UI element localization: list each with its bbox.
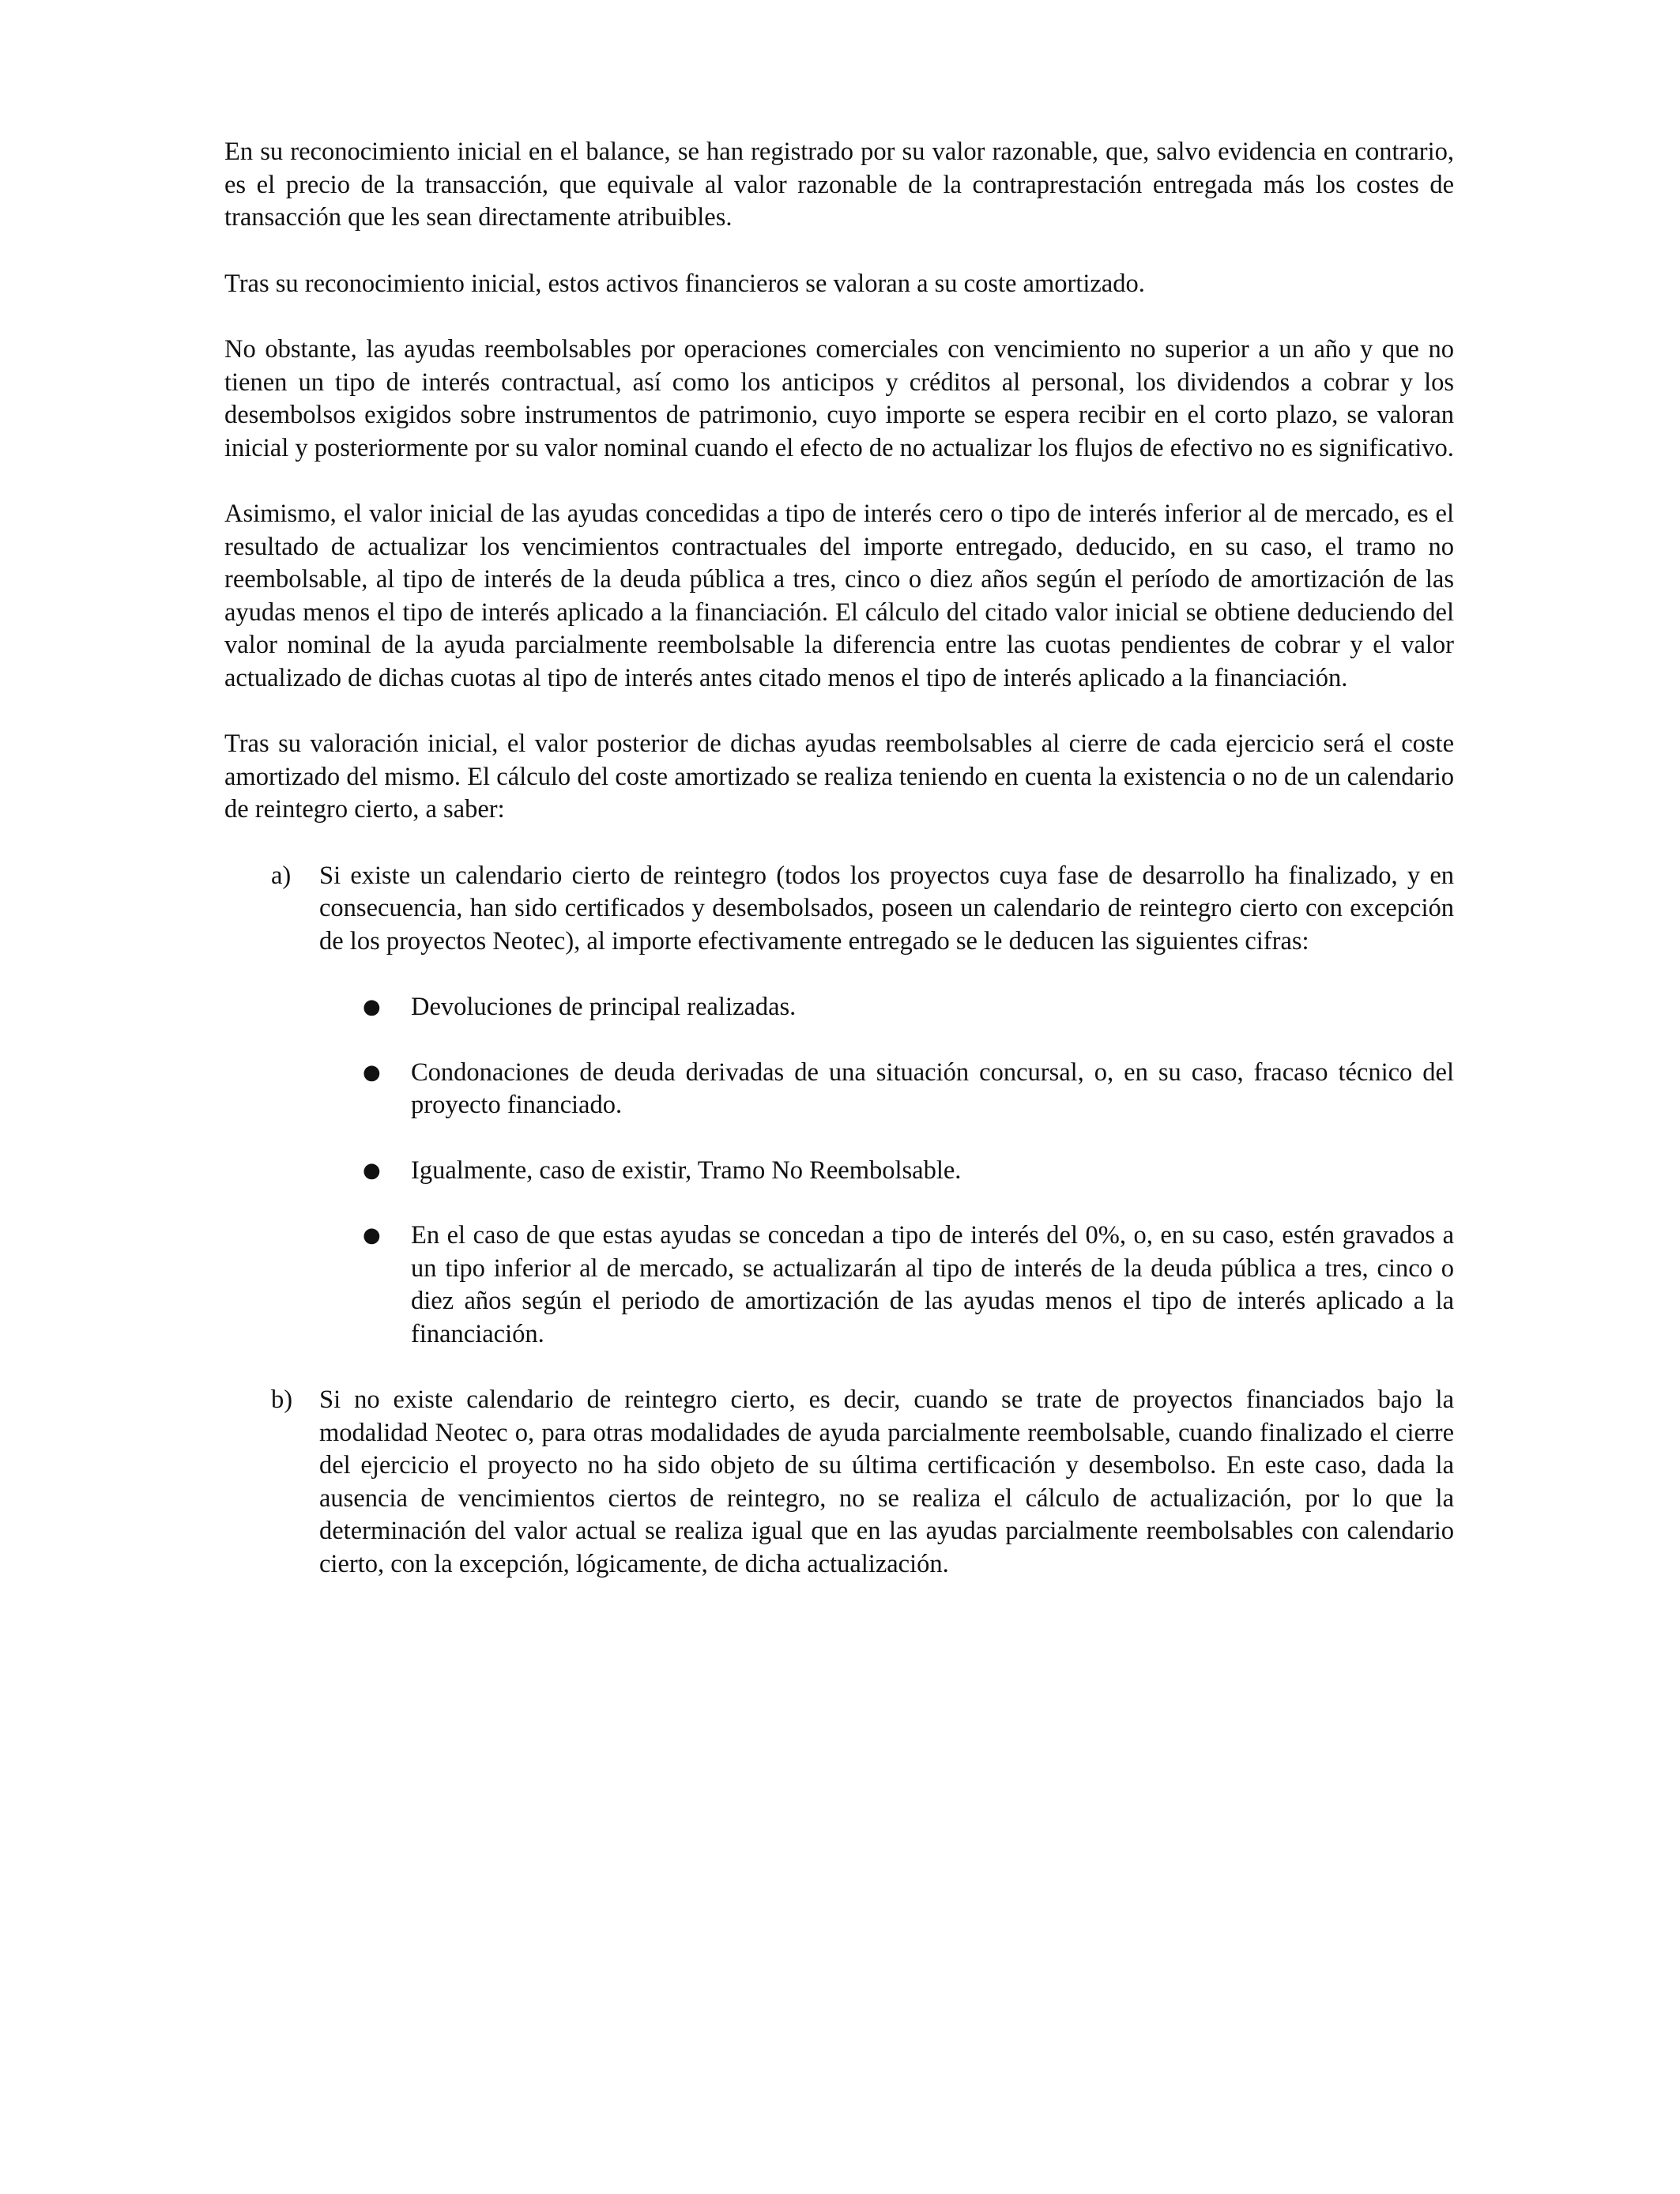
list-marker-a: a) [271, 861, 292, 890]
list-item-b-text: Si no existe calendario de reintegro cierto, es decir, cuando se trate de proyectos financiados bajo la modalidad Neotec o, para otras modalidades de ayuda parcialmente reembolsable, cuando finalizado el cierre del ejercicio el proyecto no ha sido objeto de su última certificación y desembolso. En este caso, dada la ausencia de vencimientos ciertos de reintegro, no se realiza el cálculo de actualización, por lo que la determinación del valor actual se realiza igual que en las ayudas parcialmente reembolsables con calendario cierto, con la excepción, lógicamente, de dicha actualización. [319, 1385, 1454, 1578]
bullet-dot-icon: ● [363, 1060, 381, 1084]
bullet-dot-icon: ● [363, 1158, 381, 1182]
bullet-item-text: Condonaciones de deuda derivadas de una situación concursal, o, en su caso, fracaso técnico del proyecto financiado. [411, 1057, 1454, 1119]
list-item-a [224, 860, 1454, 1351]
bullet-item [319, 1220, 1454, 1351]
bullet-item [319, 1057, 1454, 1122]
list-marker-b: b) [271, 1385, 293, 1414]
paragraph-zero-interest-valuation: Asimismo, el valor inicial de las ayudas concedidas a tipo de interés cero o tipo de interés inferior al de mercado, es el resultado de actualizar los vencimientos contractuales del importe entregado, deducido, en su caso, el tramo no reembolsable, al tipo de interés de la deuda pública a tres, cinco o diez años según el período de amortización de las ayudas menos el tipo de interés aplicado a la financiación. El cálculo del citado valor inicial se obtiene deduciendo del valor nominal de la ayuda parcialmente reembolsable la diferencia entre las cuotas pendientes de cobrar y el valor actualizado de dichas cuotas al tipo de interés antes citado menos el tipo de interés aplicado a la financiación. [224, 499, 1454, 692]
paragraph-initial-recognition: En su reconocimiento inicial en el balance, se han registrado por su valor razonable, que, salvo evidencia en contrario, es el precio de la transacción, que equivale al valor razonable de la contraprestación entregada más los costes de transacción que les sean directamente atribuibles. [224, 138, 1454, 232]
bullet-dot-icon: ● [363, 995, 381, 1019]
list-item-b [224, 1384, 1454, 1581]
bullet-list [319, 991, 1454, 1351]
bullet-item-text: En el caso de que estas ayudas se concedan a tipo de interés del 0%, o, en su caso, estén gravados a un tipo inferior al de mercado, se actualizarán al tipo de interés de la deuda pública a tres, cinco o diez años según el periodo de amortización de las ayudas menos el tipo de interés aplicado a la financiación. [411, 1221, 1454, 1348]
paragraph-subsequent-valuation: Tras su valoración inicial, el valor posterior de dichas ayudas reembolsables al cierre de cada ejercicio será el coste amortizado del mismo. El cálculo del coste amortizado se realiza teniendo en cuenta la existencia o no de un calendario de reintegro cierto, a saber: [224, 729, 1454, 824]
list-item-a-text: Si existe un calendario cierto de reintegro (todos los proyectos cuya fase de desarrollo ha finalizado, y en consecuencia, han sido certificados y desembolsados, poseen un calendario de reintegro cierto con excepción de los proyectos Neotec), al importe efectivamente entregado se le deducen las siguientes cifras: [319, 861, 1454, 956]
bullet-item-text: Devoluciones de principal realizadas. [411, 993, 797, 1021]
paragraph-amortized-cost: Tras su reconocimiento inicial, estos activos financieros se valoran a su coste amortizado. [224, 269, 1145, 298]
lettered-list [224, 860, 1454, 1581]
document-body [224, 136, 1454, 1614]
paragraph-short-term-exception: No obstante, las ayudas reembolsables por operaciones comerciales con vencimiento no superior a un año y que no tienen un tipo de interés contractual, así como los anticipos y créditos al personal, los dividendos a cobrar y los desembolsos exigidos sobre instrumentos de patrimonio, cuyo importe se espera recibir en el corto plazo, se valoran inicial y posteriormente por su valor nominal cuando el efecto de no actualizar los flujos de efectivo no es significativo. [224, 335, 1454, 462]
bullet-item-text: Igualmente, caso de existir, Tramo No Reembolsable. [411, 1155, 962, 1185]
bullet-item [319, 991, 1454, 1024]
bullet-item [319, 1155, 1454, 1188]
bullet-dot-icon: ● [363, 1223, 381, 1247]
